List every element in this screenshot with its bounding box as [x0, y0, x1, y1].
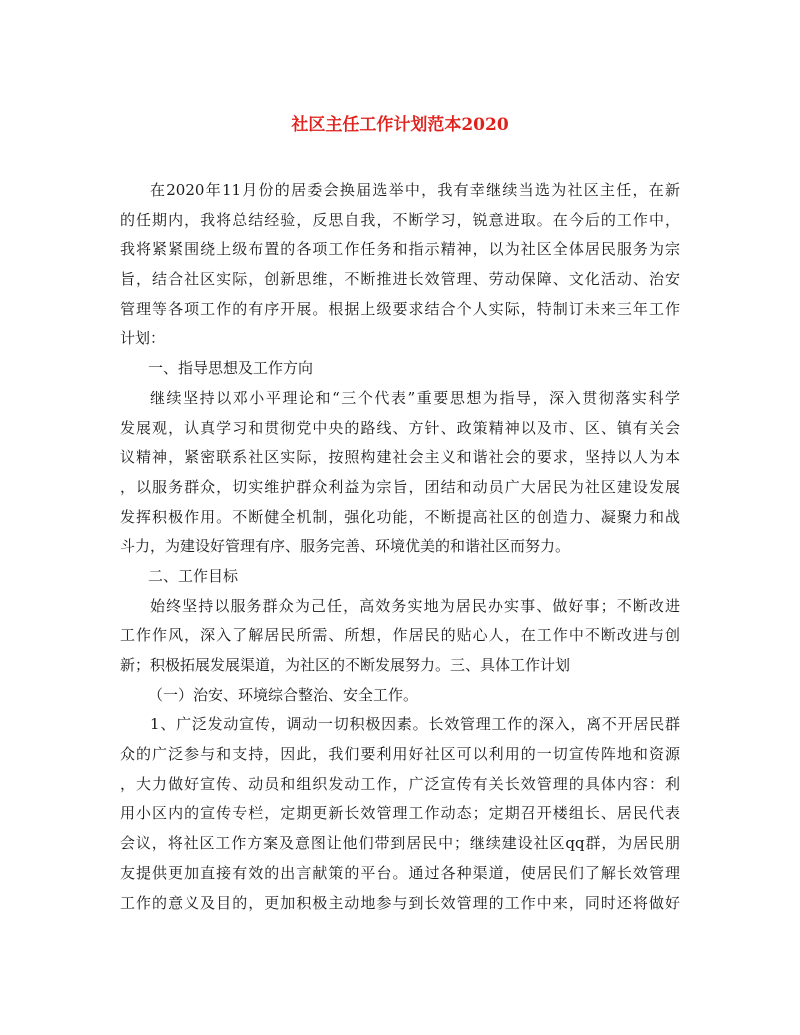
text-line: 继续坚持以邓小平理论和“三个代表”重要思想为指导，深入贯彻落实科学 — [150, 388, 680, 407]
text-line: 在2020年11月份的居委会换届选举中，我有幸继续当选为社区主任，在新 — [150, 181, 680, 199]
text-line: 工作作风，深入了解居民所需、所想，作居民的贴心人，在工作中不断改进与创 — [120, 626, 680, 645]
section-heading: 一、指导思想及工作方向 — [148, 359, 314, 378]
document-title: 社区主任工作计划范本2020 — [291, 115, 509, 135]
text-line: 旨，结合社区实际，创新思维，不断推进长效管理、劳动保障、文化活动、治安 — [120, 270, 680, 289]
text-line: 众的广泛参与和支持，因此，我们要利用好社区可以利用的一切宣传阵地和资源 — [120, 745, 680, 764]
text-line: 会议，将社区工作方案及意图让他们带到居民中；继续建设社区qq群，为居民朋 — [120, 834, 680, 853]
text-line: 管理等各项工作的有序开展。根据上级要求结合个人实际，特制订未来三年工作 — [120, 299, 680, 318]
text-line: 发展观，认真学习和贯彻党中央的路线、方针、政策精神以及市、区、镇有关会 — [120, 418, 680, 437]
text-line: 用小区内的宣传专栏，定期更新长效管理工作动态；定期召开楼组长、居民代表 — [120, 804, 680, 823]
text-line: 始终坚持以服务群众为己任，高效务实地为居民办实事、做好事；不断改进 — [150, 596, 680, 615]
document-body — [120, 176, 680, 918]
text-line: 议精神，紧密联系社区实际，按照构建社会主义和谐社会的要求，坚持以人为本 — [120, 448, 680, 467]
text-line: 1、广泛发动宣传，调动一切积极因素。长效管理工作的深入，离不开居民群 — [150, 715, 680, 734]
section-heading: （一）治安、环境综合整治、安全工作。 — [148, 685, 419, 704]
text-line: 斗力，为建设好管理有序、服务完善、环境优美的和谐社区而努力。 — [120, 537, 571, 556]
text-line: 的任期内，我将总结经验，反思自我，不断学习，锐意进取。在今后的工作中， — [120, 210, 680, 229]
text-line: 发挥积极作用。不断健全机制，强化功能，不断提高社区的创造力、凝聚力和战 — [120, 507, 680, 526]
text-line: ，大力做好宣传、动员和组织发动工作，广泛宣传有关长效管理的具体内容：利 — [120, 774, 680, 793]
text-line: 工作的意义及目的，更加积极主动地参与到长效管理的工作中来，同时还将做好 — [120, 893, 680, 912]
text-line: 新；积极拓展发展渠道，为社区的不断发展努力。三、具体工作计划 — [120, 656, 571, 674]
text-line: ，以服务群众，切实维护群众利益为宗旨，团结和动员广大居民为社区建设发展 — [120, 477, 680, 496]
text-line: 友提供更加直接有效的出言献策的平台。通过各种渠道，使居民们了解长效管理 — [120, 863, 680, 882]
text-line: 我将紧紧围绕上级布置的各项工作任务和指示精神，以为社区全体居民服务为宗 — [120, 240, 680, 259]
section-heading: 二、工作目标 — [148, 566, 239, 585]
text-line: 计划： — [120, 329, 166, 348]
